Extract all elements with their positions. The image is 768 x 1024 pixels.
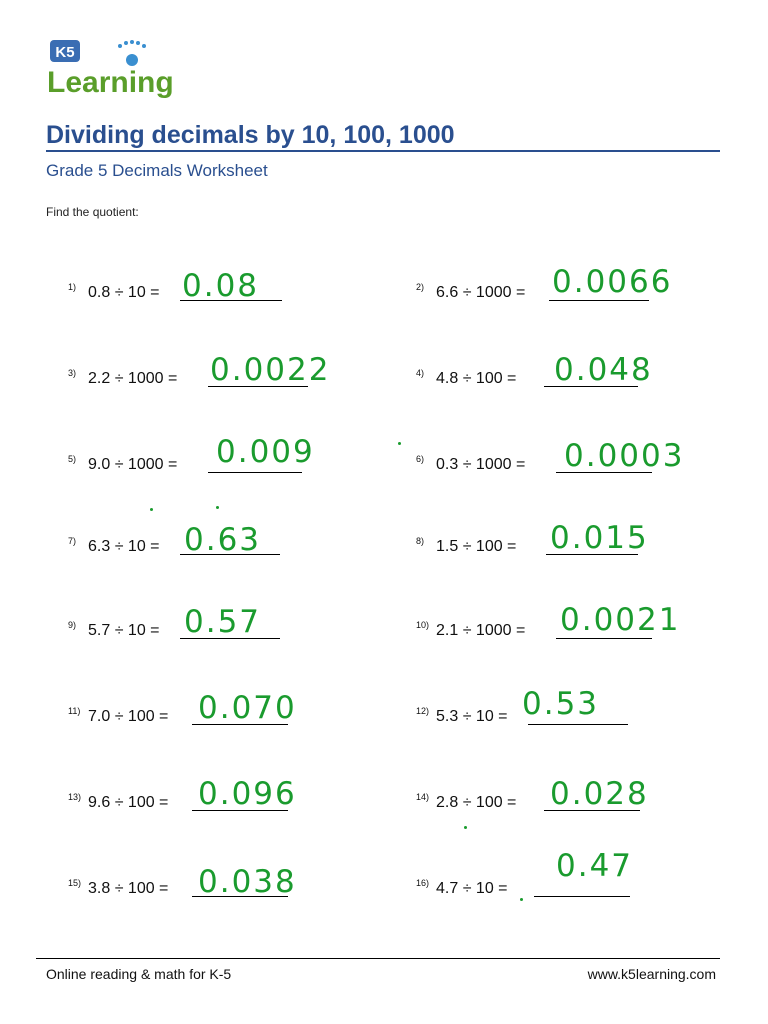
k5-learning-logo bbox=[44, 38, 184, 100]
answer-line bbox=[549, 300, 649, 301]
answer-line bbox=[534, 896, 630, 897]
problem-number: 2) bbox=[416, 282, 425, 292]
problem-4 bbox=[416, 352, 756, 392]
problem-expression: 2.1 ÷ 1000 = bbox=[436, 622, 526, 639]
problem-number: 8) bbox=[416, 536, 425, 546]
problem-number: 5) bbox=[68, 454, 77, 464]
handwritten-answer: 0.038 bbox=[198, 864, 297, 900]
problem-8 bbox=[416, 520, 756, 560]
problem-expression: 5.7 ÷ 10 = bbox=[88, 622, 160, 639]
problem-number: 11) bbox=[68, 706, 81, 716]
instruction-text: Find the quotient: bbox=[46, 205, 139, 219]
handwritten-answer: 0.63 bbox=[184, 522, 262, 558]
problem-number: 10) bbox=[416, 620, 430, 630]
handwritten-answer: 0.015 bbox=[550, 520, 649, 556]
problem-10 bbox=[416, 602, 756, 644]
problem-5 bbox=[68, 434, 408, 478]
stray-pen-mark bbox=[398, 442, 401, 445]
problem-expression: 6.3 ÷ 10 = bbox=[88, 538, 160, 555]
worksheet-subtitle: Grade 5 Decimals Worksheet bbox=[46, 161, 268, 180]
problem-15 bbox=[68, 864, 408, 902]
problem-expression: 0.8 ÷ 10 = bbox=[88, 284, 160, 301]
problem-12 bbox=[416, 686, 756, 730]
answer-line bbox=[208, 472, 302, 473]
problem-number: 6) bbox=[416, 454, 425, 464]
problem-expression: 2.2 ÷ 1000 = bbox=[88, 370, 178, 387]
handwritten-answer: 0.08 bbox=[182, 268, 260, 304]
problem-number: 4) bbox=[416, 368, 425, 378]
problem-expression: 6.6 ÷ 1000 = bbox=[436, 284, 526, 301]
problem-2 bbox=[416, 264, 756, 306]
footer-tagline: Online reading & math for K-5 bbox=[46, 966, 232, 982]
problem-expression: 1.5 ÷ 100 = bbox=[436, 538, 517, 555]
problem-expression: 2.8 ÷ 100 = bbox=[436, 794, 517, 811]
answer-line bbox=[556, 638, 652, 639]
problem-expression: 9.0 ÷ 1000 = bbox=[88, 456, 178, 473]
problem-number: 15) bbox=[68, 878, 82, 888]
worksheet-title: Dividing decimals by 10, 100, 1000 bbox=[46, 120, 720, 152]
stray-pen-mark bbox=[150, 508, 153, 511]
handwritten-answer: 0.096 bbox=[198, 776, 297, 812]
problem-number: 3) bbox=[68, 368, 77, 378]
problem-expression: 5.3 ÷ 10 = bbox=[436, 708, 508, 725]
problem-number: 14) bbox=[416, 792, 430, 802]
handwritten-answer: 0.0066 bbox=[552, 264, 673, 300]
problem-9 bbox=[68, 604, 408, 644]
answer-line bbox=[528, 724, 628, 725]
problem-11 bbox=[68, 690, 408, 730]
handwritten-answer: 0.0003 bbox=[564, 438, 685, 474]
problem-number: 13) bbox=[68, 792, 82, 802]
problem-13 bbox=[68, 776, 408, 816]
stray-pen-mark bbox=[216, 506, 219, 509]
problem-6 bbox=[416, 438, 756, 478]
footer-website: www.k5learning.com bbox=[587, 966, 716, 982]
handwritten-answer: 0.048 bbox=[554, 352, 653, 388]
svg-text:Learning: Learning bbox=[47, 66, 174, 99]
handwritten-answer: 0.070 bbox=[198, 690, 297, 726]
footer-divider bbox=[36, 958, 720, 959]
problem-expression: 0.3 ÷ 1000 = bbox=[436, 456, 526, 473]
problem-16 bbox=[416, 848, 756, 902]
problem-expression: 7.0 ÷ 100 = bbox=[88, 708, 169, 725]
problem-3 bbox=[68, 352, 408, 392]
problem-expression: 4.8 ÷ 100 = bbox=[436, 370, 517, 387]
svg-text:K5: K5 bbox=[55, 44, 75, 61]
handwritten-answer: 0.028 bbox=[550, 776, 649, 812]
handwritten-answer: 0.57 bbox=[184, 604, 262, 640]
problem-number: 16) bbox=[416, 878, 430, 888]
problem-number: 12) bbox=[416, 706, 430, 716]
handwritten-answer: 0.0021 bbox=[560, 602, 681, 638]
handwritten-answer: 0.0022 bbox=[210, 352, 331, 388]
stray-pen-mark bbox=[520, 898, 523, 901]
handwritten-answer: 0.53 bbox=[522, 686, 600, 722]
logo-graphic bbox=[44, 38, 184, 100]
problem-expression: 4.7 ÷ 10 = bbox=[436, 880, 508, 897]
handwritten-answer: 0.009 bbox=[216, 434, 315, 470]
problem-expression: 9.6 ÷ 100 = bbox=[88, 794, 169, 811]
handwritten-answer: 0.47 bbox=[556, 848, 634, 884]
problem-1 bbox=[68, 268, 408, 306]
problem-7 bbox=[68, 522, 408, 560]
problem-number: 9) bbox=[68, 620, 77, 630]
problem-14 bbox=[416, 776, 756, 816]
stray-pen-mark bbox=[464, 826, 467, 829]
problem-number: 7) bbox=[68, 536, 77, 546]
problem-number: 1) bbox=[68, 282, 77, 292]
problem-expression: 3.8 ÷ 100 = bbox=[88, 880, 169, 897]
